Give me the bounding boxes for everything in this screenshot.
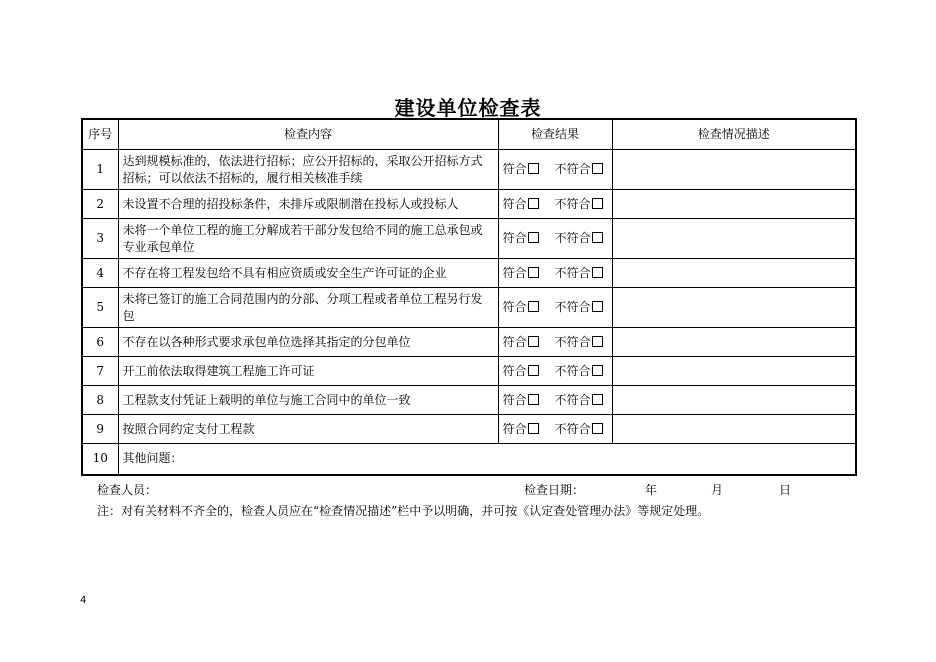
nonconform-checkbox[interactable] [592,423,603,434]
check-content: 未将已签订的施工合同范围内的分部、分项工程或者单位工程另行发包 [118,288,498,328]
row-number: 4 [82,259,118,288]
table-row [82,386,856,415]
table-row [82,415,856,444]
description-cell[interactable] [612,219,856,259]
date-month: 月 [711,483,724,497]
conform-label: 符合 [502,162,527,176]
nonconform-checkbox[interactable] [592,232,603,243]
header-result: 检查结果 [498,119,612,150]
check-result [498,386,612,415]
conform-checkbox[interactable] [528,267,539,278]
conform-checkbox[interactable] [528,163,539,174]
table-row [82,190,856,219]
document-title: 建设单位检查表 [394,96,542,120]
table-row [82,328,856,357]
footnote: 注：对有关材料不齐全的，检查人员应在“检查情况描述”栏中予以明确，并可按《认定查处管理办法》等规定处理。 [97,504,710,518]
check-result [498,259,612,288]
description-cell[interactable] [612,386,856,415]
check-content: 不存在以各种形式要求承包单位选择其指定的分包单位 [118,328,498,357]
other-issues-label: 其他问题： [122,451,183,466]
nonconform-checkbox[interactable] [592,365,603,376]
row-number: 6 [82,328,118,357]
nonconform-label: 不符合 [554,265,591,280]
other-issues-cell[interactable] [118,444,856,475]
check-content: 开工前依法取得建筑工程施工许可证 [118,357,498,386]
inspection-table [81,118,857,476]
conform-checkbox[interactable] [528,301,539,312]
row-number: 9 [82,415,118,444]
nonconform-label: 不符合 [554,162,591,176]
description-cell[interactable] [612,288,856,328]
date-label: 检查日期： [524,483,585,497]
check-content: 按照合同约定支付工程款 [118,415,498,444]
table-row [82,219,856,259]
date-day: 日 [779,483,792,497]
check-content: 工程款支付凭证上载明的单位与施工合同中的单位一致 [118,386,498,415]
table-row [82,357,856,386]
nonconform-label: 不符合 [554,363,591,378]
header-description: 检查情况描述 [612,119,856,150]
page-number: 4 [80,595,87,606]
check-result [498,150,612,190]
nonconform-label: 不符合 [554,334,591,349]
conform-checkbox[interactable] [528,232,539,243]
conform-checkbox[interactable] [528,336,539,347]
description-cell[interactable] [612,150,856,190]
nonconform-label: 不符合 [554,196,591,211]
description-cell[interactable] [612,415,856,444]
nonconform-checkbox[interactable] [592,394,603,405]
check-content: 不存在将工程发包给不具有相应资质或安全生产许可证的企业 [118,259,498,288]
conform-label: 符合 [502,363,527,378]
nonconform-label: 不符合 [554,392,591,407]
conform-checkbox[interactable] [528,365,539,376]
conform-checkbox[interactable] [528,198,539,209]
table-body [82,150,856,444]
nonconform-label: 不符合 [554,421,591,436]
conform-checkbox[interactable] [528,394,539,405]
conform-label: 符合 [502,265,527,280]
check-content: 达到规模标准的，依法进行招标；应公开招标的，采取公开招标方式招标；可以依法不招标的，履行相关核准手续 [118,150,498,190]
description-cell[interactable] [612,328,856,357]
check-result [498,328,612,357]
row-number: 8 [82,386,118,415]
header-content: 检查内容 [118,119,498,150]
table-row [82,288,856,328]
row-number: 2 [82,190,118,219]
nonconform-checkbox[interactable] [592,267,603,278]
nonconform-checkbox[interactable] [592,163,603,174]
conform-label: 符合 [502,196,527,211]
nonconform-label: 不符合 [554,231,591,245]
date-year: 年 [645,483,658,497]
description-cell[interactable] [612,357,856,386]
check-result [498,288,612,328]
nonconform-checkbox[interactable] [592,198,603,209]
table-row [82,150,856,190]
check-result [498,219,612,259]
check-result [498,190,612,219]
table-row [82,259,856,288]
header-no: 序号 [82,119,118,150]
description-cell[interactable] [612,259,856,288]
conform-label: 符合 [502,392,527,407]
conform-label: 符合 [502,231,527,245]
check-result [498,415,612,444]
nonconform-label: 不符合 [554,300,591,314]
row-number: 3 [82,219,118,259]
check-content: 未将一个单位工程的施工分解成若干部分发包给不同的施工总承包或专业承包单位 [118,219,498,259]
row-number: 1 [82,150,118,190]
conform-label: 符合 [502,421,527,436]
conform-label: 符合 [502,300,527,314]
table-header-row [82,119,856,150]
table-row-other [82,444,856,475]
check-content: 未设置不合理的招投标条件，未排斥或限制潜在投标人或投标人 [118,190,498,219]
conform-label: 符合 [502,334,527,349]
conform-checkbox[interactable] [528,423,539,434]
inspector-label: 检查人员： [97,483,158,497]
nonconform-checkbox[interactable] [592,301,603,312]
description-cell[interactable] [612,190,856,219]
row-number: 10 [82,444,118,475]
check-result [498,357,612,386]
row-number: 5 [82,288,118,328]
row-number: 7 [82,357,118,386]
nonconform-checkbox[interactable] [592,336,603,347]
